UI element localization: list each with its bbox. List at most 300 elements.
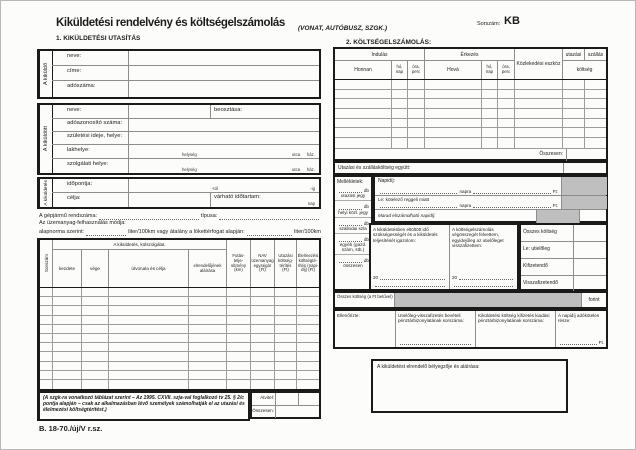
empty-cell [297,316,319,324]
empty-cell [297,362,319,370]
ft-suffix: Ft. [598,339,604,345]
empty-table-row [335,90,606,100]
empty-cell [585,138,606,148]
employee-side-label: A kiküldött [40,105,53,173]
vehicle-plate-row [39,211,321,220]
empty-cell [53,362,82,370]
empty-cell [335,109,392,118]
travel-lodging-label: Utazási és szállásköltség együtt: [338,165,411,171]
carry-label: Átvitel: [252,393,276,405]
empty-table-row [335,99,606,109]
empty-cell [189,343,227,351]
days-hint: nap [307,201,315,206]
section2-title: 2. KÖLTSÉGELSZÁMOLÁS: [346,39,432,46]
place-hint: helység [182,152,197,157]
audit-row [333,309,608,349]
remaining-value-cell [579,210,606,223]
mission-purpose-label: célja: [67,195,81,201]
empty-cell [189,352,227,360]
empty-table-row [40,325,319,334]
empty-cell [482,119,498,128]
empty-cell [335,90,392,99]
empty-cell [335,138,392,148]
empty-cell [251,325,275,333]
empty-cell [40,306,53,314]
attachment-item: szállodai szla [335,226,371,234]
empty-table-row [335,128,606,138]
expense-total-label: Összesen: [335,149,567,161]
fuel-mode-label: Az üzemanyag-felhasználás módja: [39,220,126,226]
empty-cell [189,371,227,379]
empty-cell [515,99,563,108]
stamp-box-label: A kiküldetést elrendelő bélyegzője és aláírása: [377,364,480,370]
cost-col-header: költség [576,67,593,73]
empty-cell [53,371,82,379]
empty-cell [251,334,275,342]
refund-receipt-line [400,338,471,345]
empty-cell [275,297,297,305]
empty-table-row [335,119,606,129]
empty-cell [498,80,515,89]
transport-modes-note: (VONAT, AUTÓBUSZ, SZGK.) [298,25,388,32]
duration-label: várható időtartam: [214,194,261,200]
amount-in-words-label: Összes költség (a Ft betűvel) [335,293,395,307]
empty-cell [109,306,189,314]
empty-table-row [40,288,319,297]
db-label: db [363,188,369,193]
empty-cell [585,128,606,137]
empty-cell [392,119,408,128]
empty-cell [408,90,425,99]
empty-cell [498,99,515,108]
empty-cell [40,362,53,370]
empty-cell [109,334,189,342]
per-diem-label: Napidíj: [378,178,395,184]
empty-cell [408,138,425,148]
serial-label: Sorszám: [477,21,501,27]
empty-cell [40,297,53,305]
empty-cell [392,109,408,118]
empty-cell [563,99,585,108]
summary-total-value [574,225,606,241]
empty-cell [425,80,482,89]
empty-cell [189,288,227,296]
trip-table-header [40,240,319,288]
empty-cell [53,334,82,342]
empty-cell [82,316,109,324]
norm-unit: liter/100km [128,229,156,236]
empty-table-row [335,109,606,119]
empty-cell [53,325,82,333]
empty-cell [297,334,319,342]
empty-table-row [40,371,319,380]
empty-cell [53,316,82,324]
empty-cell [53,352,82,360]
col-travel-cost-header: Utazási költség-térítés (Ft) [275,240,297,287]
footnote: (A szgk-ra vonatkozó táblázat szerint – Az 1995. CXVII. szja-val foglalkozó tv 25. § 2/c pontja alapján – csak az alkalmazásban lévő személyek számolhatják el az utazási és élelmezési költségtérítést.) [37,391,250,421]
empty-cell [563,109,585,118]
empty-cell [425,109,482,118]
col-route-header: útvonala és célja [109,250,189,287]
empty-cell [585,119,606,128]
empty-cell [482,138,498,148]
empty-cell [227,325,251,333]
vehicle-plate-label: A gépjármű rendszáma: [39,213,98,220]
lodging-col-header: szállás [585,49,606,61]
payment-receipt-label: Kiküldetési költség kifizetés kiadási pénztárbizonylatának sorszáma: [476,311,556,347]
empty-cell [482,90,498,99]
empty-cell [109,316,189,324]
empty-cell [275,288,297,296]
empty-cell [297,352,319,360]
to-hint: -ig [310,186,315,191]
checked-by-label: Ellenőrizte: [335,311,396,347]
empty-cell [109,325,189,333]
col-distance-header: Futás-telje-sítmény (km) [227,240,251,287]
empty-cell [40,288,53,296]
empty-cell [275,316,297,324]
sender-name-label: neve: [67,53,82,59]
empty-table-row [40,380,319,389]
empty-table-row [40,362,319,371]
empty-cell [109,343,189,351]
empty-cell [53,306,82,314]
employee-tax-id-label: adóazonosító száma: [67,120,123,126]
empty-cell [275,343,297,351]
empty-table-row [40,297,319,306]
empty-cell [82,380,109,389]
empty-cell [515,119,563,128]
summary-advance-label: Le: utielőleg [521,242,574,258]
empty-cell [275,380,297,389]
empty-cell [53,380,82,389]
from-hint: -tól [212,186,218,191]
empty-cell [563,128,585,137]
empty-cell [227,371,251,379]
empty-cell [82,334,109,342]
empty-cell [275,306,297,314]
empty-cell [189,380,227,389]
col-fuel-price-header: NAV üzemanyag egységár (Ft) [251,240,275,287]
empty-cell [392,128,408,137]
refund-receipt-label: Utielőleg-visszafizetés bevételi pénztárbizonylatának sorszáma: [398,313,464,324]
empty-cell [408,128,425,137]
empty-cell [227,352,251,360]
empty-cell [408,99,425,108]
empty-cell [227,334,251,342]
expense-total-value [567,149,606,161]
empty-cell [498,128,515,137]
cost-summary-block [519,223,608,291]
hour-minute-header-1: óra, perc [408,61,425,79]
empty-cell [109,352,189,360]
empty-cell [515,90,563,99]
attachments-box: Mellékletek: db utazási jegy db helyi közl. jegy db szállodai szla db egyéb (gazd. szám, stb.) db összesen [333,175,373,291]
empty-cell [109,288,189,296]
amount-in-words-row [333,291,608,309]
empty-cell [392,99,408,108]
empty-cell [227,288,251,296]
empty-cell [425,90,482,99]
ft-hint: Ft: [552,188,559,194]
empty-cell [585,99,606,108]
form-number: B. 18-70./új/V r.sz. [39,424,103,433]
empty-cell [563,138,585,148]
breakfast-deduction-label: Le: kötelező reggeli miatt [378,197,430,202]
empty-cell [297,288,319,296]
empty-cell [498,119,515,128]
summary-total-label: Összes költség [521,225,574,241]
empty-cell [251,306,275,314]
empty-cell [392,138,408,148]
summary-advance-value [574,242,606,258]
empty-cell [251,362,275,370]
employee-residence-label: lakhelye: [67,147,90,153]
per-diem-block: Napidíj: napra Ft: Le: kötelező reggeli miatt napra Ft: Marad elszámolható napidíj: [373,175,608,223]
empty-cell [82,306,109,314]
empty-cell [408,80,425,89]
norm-label: alapnorma szerint: [39,229,85,236]
flat-unit: liter/100km [294,229,321,236]
summary-repayable-value [574,276,606,292]
empty-cell [251,352,275,360]
empty-cell [563,80,585,89]
per-diem-value-cell [561,177,607,195]
certification-box: A kiküldetésben eltöltött idő szükségességét és a kiküldetés teljesítését igazolom: 20 A költségelszámolás végösszegét felvettem, egyidejűleg az utielőleget visszafizettem: 20 [369,223,519,291]
empty-cell [227,316,251,324]
empty-cell [227,297,251,305]
serial-col-header: Sorszám [40,240,53,287]
empty-table-row [335,80,606,90]
empty-table-row [40,306,319,315]
attachments-title: Mellékletek: [337,179,364,185]
empty-cell [297,297,319,305]
empty-cell [40,334,53,342]
section1-title: 1. KIKÜLDETÉSI UTASÍTÁS [56,35,141,42]
summary-payable-label: Kifizetendő [521,259,574,275]
col-meal-cost-header: Élelmezési költségté-rítés (napi-díj) (Ft) [297,252,319,273]
empty-cell [189,316,227,324]
empty-cell [251,297,275,305]
house-hint: ház. [306,152,315,157]
empty-cell [482,109,498,118]
attachment-item: helyi közl. jegy [335,210,371,218]
empty-cell [498,109,515,118]
empty-cell [425,138,482,148]
empty-cell [515,109,563,118]
trip-table [37,238,321,391]
col-start-header: kezdete [53,250,82,287]
empty-cell [275,362,297,370]
sender-side-label: A kiküldő [40,51,53,97]
trip-table-body [40,288,319,389]
deduction-value-cell [561,196,607,209]
employee-section: A kiküldött neve: beosztása: adóazonosító száma: születési ideje, helye: lakhelye: helység utca ház. szolgálati helye: helység utca ház. [37,103,321,175]
mission-date-label: időpontja: [67,181,93,187]
employee-birth-label: születési ideje, helye: [67,133,123,139]
empty-cell [189,362,227,370]
empty-cell [251,343,275,351]
trip-total-label: Összesen: [252,406,276,418]
hour-minute-header-2: óra, perc [498,61,515,79]
empty-table-row [335,138,606,148]
sender-address-label: címe: [67,68,82,74]
trip-table-footer [250,391,321,419]
empty-cell [275,352,297,360]
empty-cell [392,90,408,99]
empty-cell [251,380,275,389]
empty-cell [40,325,53,333]
carry-value-2 [299,393,319,405]
empty-cell [82,343,109,351]
amount-in-words-field [395,293,581,307]
empty-table-row [40,352,319,361]
remaining-per-diem-label: Marad elszámolható napidíj: [378,213,436,218]
month-day-header-1: hó, nap [392,61,408,79]
expense-total-row [335,148,606,161]
empty-cell [585,90,606,99]
empty-cell [392,80,408,89]
payout-signature-line [454,280,513,287]
empty-cell [297,306,319,314]
expense-table-body [335,80,606,148]
travel-col-header: utazási [563,49,585,61]
travel-lodging-value [563,163,607,173]
summary-payable-value [574,259,606,275]
expense-table [333,47,608,161]
departure-header: Indulás [335,49,425,61]
empty-cell [227,306,251,314]
payout-certify-text: A költségelszámolás végösszegét felvettem, egyidejűleg az utielőleget visszafizettem: [452,227,504,248]
empty-cell [227,343,251,351]
empty-cell [189,334,227,342]
attachment-item: összesen [343,263,363,269]
empty-cell [53,288,82,296]
empty-cell [189,297,227,305]
empty-cell [251,288,275,296]
days-hint: napra [459,188,472,194]
sender-section [37,49,321,99]
empty-cell [82,297,109,305]
empty-cell [251,371,275,379]
empty-cell [109,380,189,389]
empty-cell [515,138,563,148]
empty-cell [585,109,606,118]
empty-cell [335,80,392,89]
employee-position-label: beosztása: [214,107,243,113]
carry-value-1 [276,393,299,405]
empty-cell [82,362,109,370]
empty-cell [275,325,297,333]
from-col-header: Honnan [335,61,392,79]
attachment-item: egyéb (gazd. szám, stb.) [335,242,371,255]
to-col-header: Hová [425,61,482,79]
col-end-header: vége [82,250,109,287]
col-signature-header: elrendelőjének aláírása [189,250,227,287]
vehicle-type-label: típusa: [200,213,218,220]
empty-cell [82,288,109,296]
empty-cell [53,297,82,305]
empty-cell [275,334,297,342]
empty-cell [498,90,515,99]
stamp-box [371,359,568,413]
empty-table-row [40,334,319,343]
empty-cell [482,99,498,108]
summary-repayable-label: Visszafizetendő [521,276,574,292]
currency-label: forint [581,293,606,307]
empty-cell [109,371,189,379]
sender-tax-number-label: adószáma: [67,83,96,89]
empty-cell [297,343,319,351]
empty-cell [563,119,585,128]
empty-cell [425,119,482,128]
form-title: Kiküldetési rendelvény és költségelszámolás [56,17,285,29]
empty-cell [251,316,275,324]
empty-cell [563,90,585,99]
empty-cell [275,371,297,379]
empty-cell [482,80,498,89]
flat-label: vagy átalány a lökettérfogat alapján: [156,229,245,236]
mission-side-label: A kiküldetés [40,179,53,207]
serial-value: KB [504,15,520,27]
empty-cell [297,371,319,379]
empty-cell [297,325,319,333]
empty-cell [227,380,251,389]
employee-name-label: neve: [67,107,82,113]
empty-cell [297,380,319,389]
empty-cell [82,352,109,360]
empty-cell [109,297,189,305]
empty-cell [40,371,53,379]
trip-total-value [276,406,319,418]
certify-signature-line [375,280,445,287]
empty-cell [40,352,53,360]
transport-col-header: Közlekedési eszköz [515,49,563,79]
empty-cell [425,128,482,137]
empty-cell [109,362,189,370]
empty-cell [425,99,482,108]
empty-cell [335,128,392,137]
taxable-per-diem-label: A napidíj adóköteles része: [558,313,600,324]
empty-table-row [40,343,319,352]
remaining-shaded-cell [536,210,580,223]
empty-cell [40,380,53,389]
year-prefix: 20 [373,274,379,280]
empty-cell [498,138,515,148]
empty-cell [82,371,109,379]
empty-cell [515,80,563,89]
empty-cell [335,119,392,128]
attachment-item: utazási jegy [335,193,371,201]
empty-cell [40,316,53,324]
empty-cell [189,325,227,333]
empty-table-row [40,316,319,325]
time-certify-text: A kiküldetésben eltöltött idő szükségességét és a kiküldetés teljesítését igazolom: [373,227,438,243]
empty-cell [82,325,109,333]
empty-cell [189,306,227,314]
street-hint: utca [292,152,301,157]
empty-cell [585,80,606,89]
arrival-header: Érkezés [425,49,515,61]
empty-cell [53,343,82,351]
empty-cell [408,119,425,128]
empty-cell [408,109,425,118]
empty-cell [335,99,392,108]
trip-group-header: A kiküldetés, külszolgálat. [53,240,227,250]
empty-cell [482,128,498,137]
empty-cell [227,362,251,370]
mission-section [37,177,321,209]
